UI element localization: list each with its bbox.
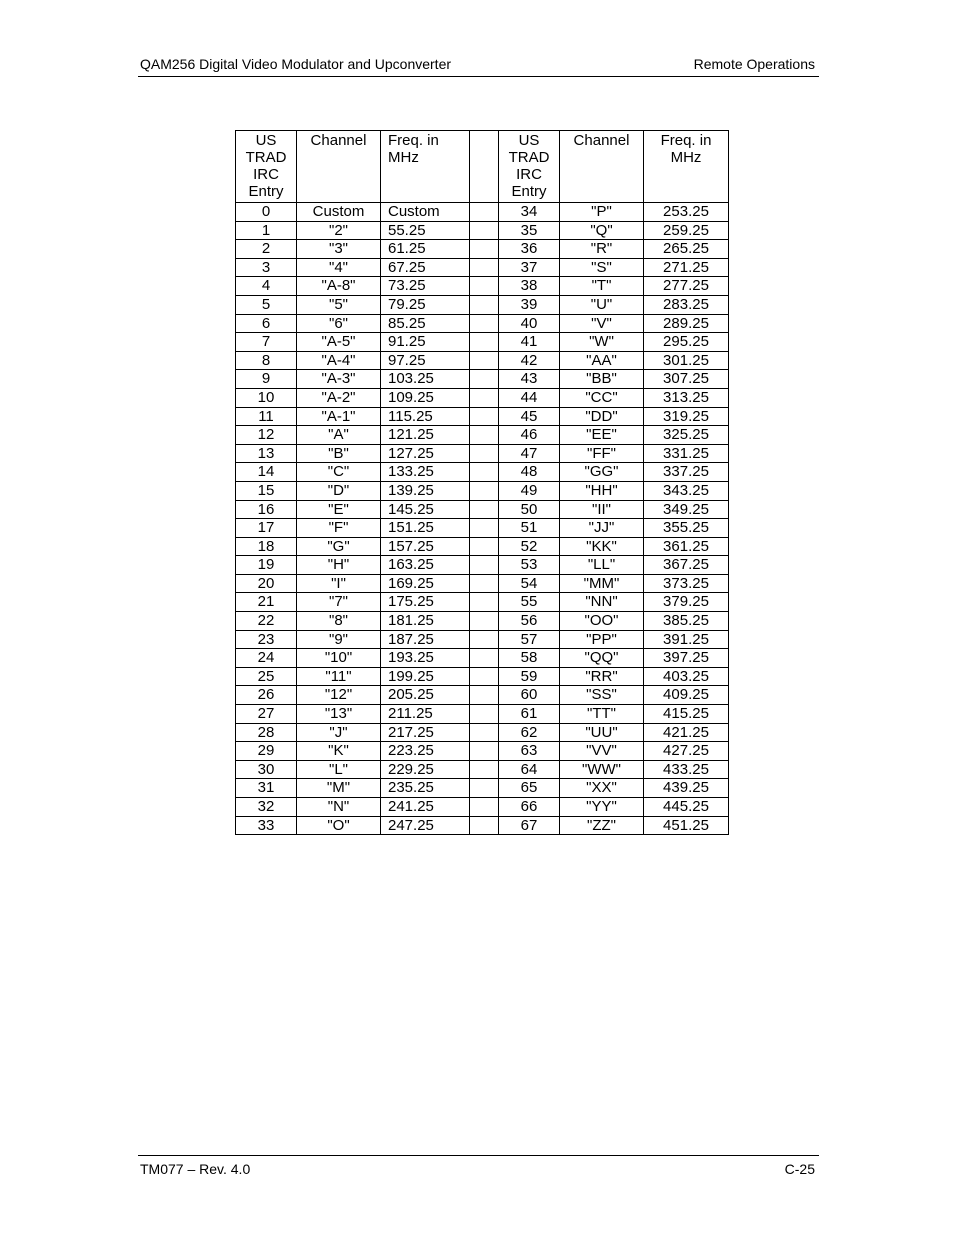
- spacer-cell: [470, 574, 499, 593]
- frequency-cell: 151.25: [381, 519, 470, 538]
- entry-cell: 56: [499, 612, 560, 631]
- footer-doc-revision: TM077 – Rev. 4.0: [140, 1161, 251, 1177]
- frequency-cell: 319.25: [644, 407, 729, 426]
- channel-cell: "11": [297, 667, 381, 686]
- channel-cell: "FF": [560, 444, 644, 463]
- table-row: [236, 463, 729, 482]
- channel-cell: "HH": [560, 481, 644, 500]
- frequency-cell: 211.25: [381, 705, 470, 724]
- frequency-cell: 415.25: [644, 705, 729, 724]
- entry-cell: 3: [236, 258, 297, 277]
- frequency-cell: 115.25: [381, 407, 470, 426]
- frequency-cell: 247.25: [381, 816, 470, 835]
- frequency-cell: 373.25: [644, 574, 729, 593]
- entry-cell: 33: [236, 816, 297, 835]
- frequency-cell: 181.25: [381, 612, 470, 631]
- entry-cell: 36: [499, 240, 560, 259]
- channel-cell: "V": [560, 314, 644, 333]
- channel-cell: "N": [297, 798, 381, 817]
- table-header-row: [236, 131, 729, 203]
- frequency-cell: 397.25: [644, 649, 729, 668]
- table-row: [236, 779, 729, 798]
- spacer-cell: [470, 556, 499, 575]
- table-row: [236, 574, 729, 593]
- entry-cell: 49: [499, 481, 560, 500]
- frequency-cell: 409.25: [644, 686, 729, 705]
- entry-cell: 26: [236, 686, 297, 705]
- table-row: [236, 203, 729, 222]
- entry-cell: 41: [499, 333, 560, 352]
- table-row: [236, 723, 729, 742]
- table-row: [236, 333, 729, 352]
- header-title: QAM256 Digital Video Modulator and Upconverter: [140, 56, 452, 72]
- frequency-cell: 199.25: [381, 667, 470, 686]
- frequency-cell: 127.25: [381, 444, 470, 463]
- entry-cell: 57: [499, 630, 560, 649]
- frequency-cell: 193.25: [381, 649, 470, 668]
- frequency-cell: 169.25: [381, 574, 470, 593]
- spacer-cell: [470, 463, 499, 482]
- channel-cell: "13": [297, 705, 381, 724]
- frequency-cell: 271.25: [644, 258, 729, 277]
- frequency-cell: 385.25: [644, 612, 729, 631]
- frequency-cell: 73.25: [381, 277, 470, 296]
- frequency-cell: 121.25: [381, 426, 470, 445]
- frequency-cell: 331.25: [644, 444, 729, 463]
- entry-cell: 20: [236, 574, 297, 593]
- entry-cell: 1: [236, 221, 297, 240]
- channel-cell: "F": [297, 519, 381, 538]
- spacer-cell: [470, 407, 499, 426]
- entry-cell: 39: [499, 295, 560, 314]
- channel-cell: "O": [297, 816, 381, 835]
- entry-cell: 16: [236, 500, 297, 519]
- frequency-cell: 265.25: [644, 240, 729, 259]
- entry-cell: 9: [236, 370, 297, 389]
- channel-cell: "OO": [560, 612, 644, 631]
- channel-cell: "VV": [560, 742, 644, 761]
- entry-cell: 38: [499, 277, 560, 296]
- channel-cell: "7": [297, 593, 381, 612]
- channel-cell: "R": [560, 240, 644, 259]
- entry-cell: 27: [236, 705, 297, 724]
- frequency-cell: 421.25: [644, 723, 729, 742]
- frequency-cell: 205.25: [381, 686, 470, 705]
- entry-cell: 44: [499, 388, 560, 407]
- channel-cell: "YY": [560, 798, 644, 817]
- frequency-cell: 55.25: [381, 221, 470, 240]
- table-row: [236, 649, 729, 668]
- entry-cell: 50: [499, 500, 560, 519]
- channel-cell: "10": [297, 649, 381, 668]
- spacer-cell: [470, 816, 499, 835]
- frequency-cell: 427.25: [644, 742, 729, 761]
- table-row: [236, 760, 729, 779]
- frequency-cell: 277.25: [644, 277, 729, 296]
- table-body: [236, 203, 729, 835]
- column-header-spacer: [470, 131, 499, 203]
- frequency-cell: 253.25: [644, 203, 729, 222]
- channel-cell: "3": [297, 240, 381, 259]
- spacer-cell: [470, 295, 499, 314]
- frequency-cell: 97.25: [381, 351, 470, 370]
- frequency-cell: 307.25: [644, 370, 729, 389]
- frequency-cell: 391.25: [644, 630, 729, 649]
- spacer-cell: [470, 612, 499, 631]
- entry-cell: 52: [499, 537, 560, 556]
- table-row: [236, 500, 729, 519]
- entry-cell: 30: [236, 760, 297, 779]
- spacer-cell: [470, 723, 499, 742]
- page-footer: [138, 1155, 819, 1180]
- entry-cell: 40: [499, 314, 560, 333]
- frequency-cell: 313.25: [644, 388, 729, 407]
- channel-cell: "BB": [560, 370, 644, 389]
- frequency-cell: 145.25: [381, 500, 470, 519]
- frequency-cell: 301.25: [644, 351, 729, 370]
- entry-cell: 23: [236, 630, 297, 649]
- entry-cell: 13: [236, 444, 297, 463]
- footer-page-number: C-25: [784, 1161, 815, 1177]
- channel-cell: "5": [297, 295, 381, 314]
- column-header-channel-2: Channel: [560, 131, 644, 203]
- entry-cell: 31: [236, 779, 297, 798]
- spacer-cell: [470, 593, 499, 612]
- entry-cell: 48: [499, 463, 560, 482]
- channel-cell: "L": [297, 760, 381, 779]
- entry-cell: 35: [499, 221, 560, 240]
- frequency-cell: 235.25: [381, 779, 470, 798]
- frequency-cell: 217.25: [381, 723, 470, 742]
- spacer-cell: [470, 370, 499, 389]
- channel-cell: "2": [297, 221, 381, 240]
- entry-cell: 17: [236, 519, 297, 538]
- frequency-cell: 451.25: [644, 816, 729, 835]
- frequency-cell: 403.25: [644, 667, 729, 686]
- frequency-cell: 295.25: [644, 333, 729, 352]
- entry-cell: 25: [236, 667, 297, 686]
- spacer-cell: [470, 519, 499, 538]
- channel-cell: "AA": [560, 351, 644, 370]
- entry-cell: 19: [236, 556, 297, 575]
- table-row: [236, 314, 729, 333]
- channel-cell: "PP": [560, 630, 644, 649]
- entry-cell: 4: [236, 277, 297, 296]
- frequency-cell: 361.25: [644, 537, 729, 556]
- frequency-cell: 379.25: [644, 593, 729, 612]
- entry-cell: 51: [499, 519, 560, 538]
- spacer-cell: [470, 686, 499, 705]
- frequency-cell: 433.25: [644, 760, 729, 779]
- table-row: [236, 537, 729, 556]
- channel-cell: "A-3": [297, 370, 381, 389]
- channel-cell: "9": [297, 630, 381, 649]
- channel-cell: "T": [560, 277, 644, 296]
- spacer-cell: [470, 388, 499, 407]
- channel-cell: "A-5": [297, 333, 381, 352]
- entry-cell: 67: [499, 816, 560, 835]
- entry-cell: 66: [499, 798, 560, 817]
- entry-cell: 2: [236, 240, 297, 259]
- channel-cell: "12": [297, 686, 381, 705]
- frequency-cell: 187.25: [381, 630, 470, 649]
- table-row: [236, 388, 729, 407]
- entry-cell: 62: [499, 723, 560, 742]
- table-row: [236, 481, 729, 500]
- spacer-cell: [470, 630, 499, 649]
- frequency-cell: 445.25: [644, 798, 729, 817]
- frequency-cell: 67.25: [381, 258, 470, 277]
- spacer-cell: [470, 742, 499, 761]
- channel-cell: Custom: [297, 203, 381, 222]
- page-header: [138, 55, 819, 77]
- entry-cell: 14: [236, 463, 297, 482]
- channel-cell: "B": [297, 444, 381, 463]
- spacer-cell: [470, 258, 499, 277]
- frequency-cell: 349.25: [644, 500, 729, 519]
- table-row: [236, 667, 729, 686]
- channel-cell: "E": [297, 500, 381, 519]
- entry-cell: 43: [499, 370, 560, 389]
- channel-cell: "J": [297, 723, 381, 742]
- channel-cell: "WW": [560, 760, 644, 779]
- frequency-cell: 367.25: [644, 556, 729, 575]
- column-header-entry-2: US TRAD IRC Entry: [499, 131, 560, 203]
- channel-cell: "A-8": [297, 277, 381, 296]
- channel-cell: "II": [560, 500, 644, 519]
- spacer-cell: [470, 240, 499, 259]
- channel-cell: "SS": [560, 686, 644, 705]
- frequency-cell: 355.25: [644, 519, 729, 538]
- table-row: [236, 816, 729, 835]
- channel-cell: "U": [560, 295, 644, 314]
- frequency-cell: 343.25: [644, 481, 729, 500]
- spacer-cell: [470, 314, 499, 333]
- entry-cell: 58: [499, 649, 560, 668]
- entry-cell: 59: [499, 667, 560, 686]
- entry-cell: 37: [499, 258, 560, 277]
- spacer-cell: [470, 351, 499, 370]
- spacer-cell: [470, 277, 499, 296]
- channel-cell: "I": [297, 574, 381, 593]
- channel-cell: "A-4": [297, 351, 381, 370]
- entry-cell: 45: [499, 407, 560, 426]
- frequency-cell: 223.25: [381, 742, 470, 761]
- spacer-cell: [470, 705, 499, 724]
- channel-cell: "CC": [560, 388, 644, 407]
- frequency-cell: 259.25: [644, 221, 729, 240]
- frequency-cell: Custom: [381, 203, 470, 222]
- entry-cell: 47: [499, 444, 560, 463]
- entry-cell: 55: [499, 593, 560, 612]
- entry-cell: 12: [236, 426, 297, 445]
- entry-cell: 8: [236, 351, 297, 370]
- table-row: [236, 221, 729, 240]
- table-row: [236, 258, 729, 277]
- channel-frequency-table: [235, 130, 729, 835]
- channel-cell: "M": [297, 779, 381, 798]
- channel-cell: "A-2": [297, 388, 381, 407]
- table-row: [236, 686, 729, 705]
- frequency-cell: 175.25: [381, 593, 470, 612]
- entry-cell: 54: [499, 574, 560, 593]
- table-row: [236, 370, 729, 389]
- channel-cell: "G": [297, 537, 381, 556]
- frequency-cell: 337.25: [644, 463, 729, 482]
- entry-cell: 15: [236, 481, 297, 500]
- entry-cell: 6: [236, 314, 297, 333]
- entry-cell: 53: [499, 556, 560, 575]
- frequency-cell: 85.25: [381, 314, 470, 333]
- channel-cell: "NN": [560, 593, 644, 612]
- table-row: [236, 351, 729, 370]
- channel-cell: "DD": [560, 407, 644, 426]
- column-header-frequency-2: Freq. in MHz: [644, 131, 729, 203]
- channel-cell: "XX": [560, 779, 644, 798]
- entry-cell: 5: [236, 295, 297, 314]
- spacer-cell: [470, 481, 499, 500]
- table-row: [236, 444, 729, 463]
- table-row: [236, 519, 729, 538]
- frequency-cell: 91.25: [381, 333, 470, 352]
- entry-cell: 34: [499, 203, 560, 222]
- frequency-cell: 439.25: [644, 779, 729, 798]
- column-header-entry: US TRAD IRC Entry: [236, 131, 297, 203]
- table-row: [236, 612, 729, 631]
- frequency-cell: 109.25: [381, 388, 470, 407]
- spacer-cell: [470, 426, 499, 445]
- entry-cell: 63: [499, 742, 560, 761]
- spacer-cell: [470, 537, 499, 556]
- frequency-cell: 79.25: [381, 295, 470, 314]
- channel-cell: "TT": [560, 705, 644, 724]
- channel-cell: "EE": [560, 426, 644, 445]
- channel-cell: "H": [297, 556, 381, 575]
- frequency-cell: 139.25: [381, 481, 470, 500]
- entry-cell: 65: [499, 779, 560, 798]
- entry-cell: 29: [236, 742, 297, 761]
- entry-cell: 64: [499, 760, 560, 779]
- table-row: [236, 295, 729, 314]
- frequency-cell: 103.25: [381, 370, 470, 389]
- table-row: [236, 240, 729, 259]
- spacer-cell: [470, 667, 499, 686]
- channel-cell: "W": [560, 333, 644, 352]
- channel-cell: "8": [297, 612, 381, 631]
- frequency-cell: 157.25: [381, 537, 470, 556]
- channel-cell: "A": [297, 426, 381, 445]
- channel-cell: "JJ": [560, 519, 644, 538]
- spacer-cell: [470, 444, 499, 463]
- frequency-cell: 283.25: [644, 295, 729, 314]
- channel-cell: "UU": [560, 723, 644, 742]
- entry-cell: 32: [236, 798, 297, 817]
- channel-cell: "RR": [560, 667, 644, 686]
- entry-cell: 22: [236, 612, 297, 631]
- channel-cell: "4": [297, 258, 381, 277]
- channel-cell: "MM": [560, 574, 644, 593]
- table-row: [236, 798, 729, 817]
- channel-cell: "A-1": [297, 407, 381, 426]
- spacer-cell: [470, 221, 499, 240]
- spacer-cell: [470, 333, 499, 352]
- frequency-cell: 61.25: [381, 240, 470, 259]
- table-row: [236, 705, 729, 724]
- table-row: [236, 407, 729, 426]
- entry-cell: 42: [499, 351, 560, 370]
- channel-cell: "ZZ": [560, 816, 644, 835]
- spacer-cell: [470, 649, 499, 668]
- entry-cell: 18: [236, 537, 297, 556]
- channel-cell: "P": [560, 203, 644, 222]
- channel-cell: "KK": [560, 537, 644, 556]
- entry-cell: 0: [236, 203, 297, 222]
- header-section: Remote Operations: [693, 56, 815, 72]
- entry-cell: 7: [236, 333, 297, 352]
- frequency-cell: 325.25: [644, 426, 729, 445]
- entry-cell: 28: [236, 723, 297, 742]
- column-header-channel: Channel: [297, 131, 381, 203]
- channel-cell: "D": [297, 481, 381, 500]
- table-row: [236, 742, 729, 761]
- table-row: [236, 426, 729, 445]
- channel-cell: "GG": [560, 463, 644, 482]
- frequency-cell: 289.25: [644, 314, 729, 333]
- table-row: [236, 630, 729, 649]
- entry-cell: 61: [499, 705, 560, 724]
- spacer-cell: [470, 779, 499, 798]
- column-header-frequency: Freq. in MHz: [381, 131, 470, 203]
- spacer-cell: [470, 798, 499, 817]
- entry-cell: 10: [236, 388, 297, 407]
- frequency-cell: 229.25: [381, 760, 470, 779]
- channel-cell: "S": [560, 258, 644, 277]
- spacer-cell: [470, 203, 499, 222]
- channel-cell: "K": [297, 742, 381, 761]
- entry-cell: 11: [236, 407, 297, 426]
- spacer-cell: [470, 760, 499, 779]
- entry-cell: 21: [236, 593, 297, 612]
- entry-cell: 24: [236, 649, 297, 668]
- table-row: [236, 556, 729, 575]
- channel-cell: "QQ": [560, 649, 644, 668]
- channel-cell: "6": [297, 314, 381, 333]
- channel-cell: "C": [297, 463, 381, 482]
- table-row: [236, 593, 729, 612]
- spacer-cell: [470, 500, 499, 519]
- entry-cell: 60: [499, 686, 560, 705]
- frequency-cell: 163.25: [381, 556, 470, 575]
- channel-cell: "LL": [560, 556, 644, 575]
- entry-cell: 46: [499, 426, 560, 445]
- channel-cell: "Q": [560, 221, 644, 240]
- frequency-cell: 133.25: [381, 463, 470, 482]
- table-row: [236, 277, 729, 296]
- frequency-cell: 241.25: [381, 798, 470, 817]
